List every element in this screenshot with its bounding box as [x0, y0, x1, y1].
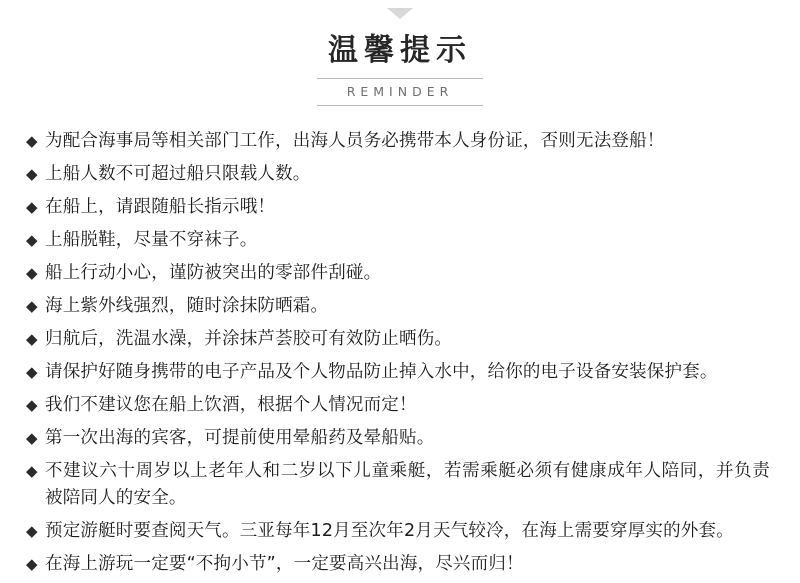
subtitle-rule: [231, 78, 569, 106]
triangle-down-icon: [387, 8, 413, 19]
list-item-text: 为配合海事局等相关部门工作，出海人员务必携带本人身份证，否则无法登船！: [45, 130, 665, 151]
list-item-text: 在海上游玩一定要“不拘小节”，一定要高兴出海，尽兴而归！: [45, 553, 524, 574]
list-item: [26, 458, 770, 512]
list-item: [26, 194, 770, 221]
diamond-bullet-icon: ◆: [26, 230, 38, 249]
list-item: [26, 293, 770, 320]
reminder-list: [0, 128, 800, 578]
diamond-bullet-icon: ◆: [26, 131, 38, 150]
list-item-text: 不建议六十周岁以上老年人和二岁以下儿童乘艇，若需乘艇必须有健康成年人陪同，并负责被陪同人的安全。: [45, 460, 770, 508]
diamond-bullet-icon: ◆: [26, 263, 38, 282]
diamond-bullet-icon: ◆: [26, 329, 38, 348]
list-item: [26, 551, 770, 578]
list-item: [26, 128, 770, 155]
list-item: [26, 326, 770, 353]
diamond-bullet-icon: ◆: [26, 461, 38, 480]
diamond-bullet-icon: ◆: [26, 395, 38, 414]
diamond-bullet-icon: ◆: [26, 296, 38, 315]
list-item: [26, 227, 770, 254]
list-item-text: 第一次出海的宾客，可提前使用晕船药及晕船贴。: [45, 427, 435, 448]
list-item: [26, 260, 770, 287]
diamond-bullet-icon: ◆: [26, 428, 38, 447]
list-item-text: 我们不建议您在船上饮酒，根据个人情况而定！: [45, 394, 417, 415]
list-item-text: 上船人数不可超过船只限载人数。: [45, 163, 311, 184]
diamond-bullet-icon: ◆: [26, 197, 38, 216]
list-item-text: 上船脱鞋，尽量不穿袜子。: [45, 229, 258, 250]
diamond-bullet-icon: ◆: [26, 164, 38, 183]
list-item: [26, 392, 770, 419]
list-item-text: 请保护好随身携带的电子产品及个人物品防止掉入水中，给你的电子设备安装保护套。: [45, 361, 718, 382]
page-title: 温馨提示: [328, 33, 472, 68]
diamond-bullet-icon: ◆: [26, 554, 38, 573]
list-item-text: 海上紫外线强烈，随时涂抹防晒霜。: [45, 295, 329, 316]
page-subtitle: REMINDER: [341, 84, 460, 99]
list-item: [26, 359, 770, 386]
list-item: [26, 161, 770, 188]
diamond-bullet-icon: ◆: [26, 362, 38, 381]
list-item-text: 预定游艇时要查阅天气。三亚每年12月至次年2月天气较冷，在海上需要穿厚实的外套。: [45, 520, 734, 541]
list-item: [26, 518, 770, 545]
list-item-text: 在船上，请跟随船长指示哦！: [45, 196, 276, 217]
list-item-text: 船上行动小心，谨防被突出的零部件刮碰。: [45, 262, 382, 283]
list-item: [26, 425, 770, 452]
diamond-bullet-icon: ◆: [26, 521, 38, 540]
list-item-text: 归航后，洗温水澡，并涂抹芦荟胶可有效防止晒伤。: [45, 328, 453, 349]
